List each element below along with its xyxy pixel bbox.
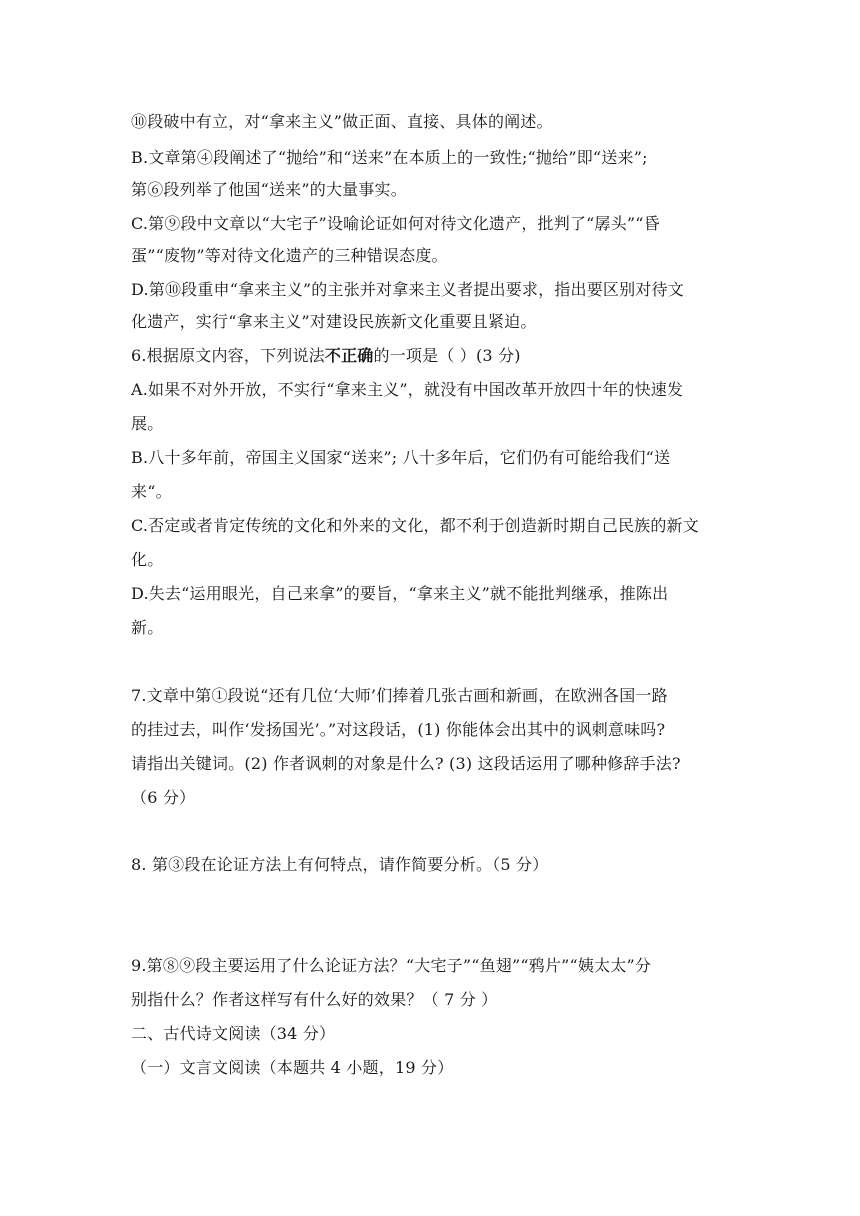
section-heading: 二、古代诗文阅读（34 分）: [131, 1024, 336, 1043]
question-9-line: 9.第⑧⑨段主要运用了什么论证方法？“大宅子”“鱼翅”“鸦片”“姨太太”分: [131, 956, 652, 975]
text-line: C.否定或者肯定传统的文化和外来的文化，都不利于创造新时期自己民族的新文: [131, 516, 699, 535]
text-line: D.失去“运用眼光，自己来拿”的要旨，“拿来主义”就不能批判继承，推陈出: [131, 584, 669, 603]
question-9-line: 别指什么？作者这样写有什么好的效果？（ 7 分 ）: [131, 990, 498, 1009]
question-7-line: 请指出关键词。(2) 作者讽刺的对象是什么? (3) 这段话运用了哪种修辞手法?: [131, 754, 681, 773]
text-line: 第⑥段列举了他国“送来”的大量事实。: [131, 180, 407, 199]
question-8: 8. 第③段在论证方法上有何特点，请作简要分析。（5 分）: [131, 855, 549, 874]
text-line: 蛋”“废物”等对待文化遗产的三种错误态度。: [131, 246, 448, 265]
text-line: C.第⑨段中文章以“大宅子”设喻论证如何对待文化遗产，批判了“孱头”“昏: [131, 214, 660, 233]
text-line: D.第⑩段重申“拿来主义”的主张并对拿来主义者提出要求，指出要区别对待文: [131, 280, 684, 299]
text-line: 来“。: [131, 482, 172, 501]
text-line: 化。: [131, 550, 164, 569]
text-line: 展。: [131, 414, 164, 433]
question-6-prefix: 6.根据原文内容，下列说法: [131, 346, 325, 365]
question-6-emphasis: 不正确: [324, 346, 374, 365]
question-7-line: 7.文章中第①段说“还有几位‘大师’们捧着几张古画和新画，在欧洲各国一路: [131, 686, 668, 705]
subsection-heading: （一）文言文阅读（本题共 4 小题，19 分）: [131, 1058, 454, 1077]
text-line: ⑩段破中有立，对“拿来主义”做正面、直接、具体的阐述。: [131, 112, 553, 131]
text-line: 新。: [131, 618, 164, 637]
text-line: 化遗产，实行“拿来主义”对建设民族新文化重要且紧迫。: [131, 312, 537, 331]
question-6-suffix: 的一项是（ ）(3 分): [373, 346, 521, 365]
text-line: B.文章第④段阐述了“抛给”和“送来”在本质上的一致性;“抛给”即“送来”;: [131, 148, 648, 167]
question-7-line: 的挂过去，叫作‘发扬国光’。”对这段话，(1) 你能体会出其中的讽刺意味吗?: [131, 720, 666, 739]
question-6: [131, 346, 741, 366]
text-line: B.八十多年前，帝国主义国家“送来”; 八十多年后，它们仍有可能给我们“送: [131, 448, 671, 467]
text-line: A.如果不对外开放，不实行“拿来主义”，就没有中国改革开放四十年的快速发: [131, 380, 684, 399]
question-7-line: （6 分）: [131, 788, 196, 807]
